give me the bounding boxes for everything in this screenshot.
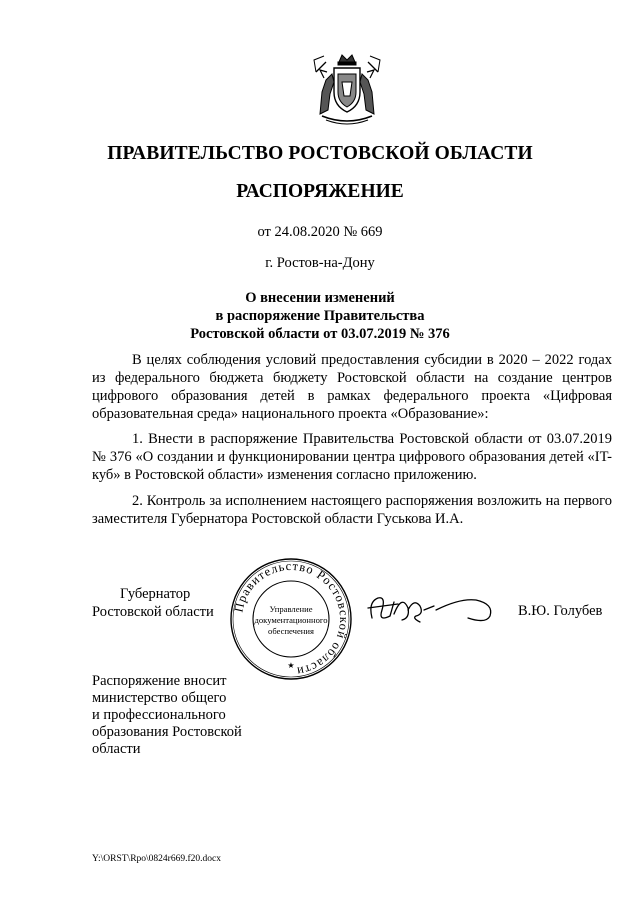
document-date-number: от 24.08.2020 № 669 [257,224,383,240]
stamp-inner-line: обеспечения [268,626,314,636]
document-subject [0,289,640,343]
official-stamp [228,556,354,682]
submitter-line: образования Ростовской [92,724,242,740]
order-item-1-text: 1. Внести в распоряжение Правительства Ростовской области от 03.07.2019 № 376 «О создании и функционировании центра цифрового образования детей «IT-куб» в Ростовской области» изменения согласно приложению. [92,431,612,483]
position-line: Ростовской области [92,604,214,620]
order-item-2 [92,492,612,528]
submitter-line: области [92,741,141,757]
preamble-text: В целях соблюдения условий предоставления субсидии в 2020 – 2022 годах из федерального бюджета бюджету Ростовской области на создание центров цифрового образования детей в рамках федерального проекта «Цифровая образовательная среда» национального проекта «Образование»: [92,352,612,422]
order-item-1 [92,430,612,484]
document-city: г. Ростов-на-Дону [265,255,375,271]
stamp-star-icon: ★ [287,661,295,670]
order-item-2-text: 2. Контроль за исполнением настоящего распоряжения возложить на первого заместителя Губернатора Ростовской области Гуськова И.А. [92,493,612,527]
submitter-line: министерство общего [92,690,227,706]
subject-line: Ростовской области от 03.07.2019 № 376 [190,326,450,342]
submitter-note [92,673,272,758]
document-type: РАСПОРЯЖЕНИЕ [236,181,404,202]
org-title: ПРАВИТЕЛЬСТВО РОСТОВСКОЙ ОБЛАСТИ [107,143,533,164]
submitter-line: Распоряжение вносит [92,673,227,689]
position-line: Губернатор [120,586,191,602]
subject-line: в распоряжение Правительства [215,308,425,324]
file-path-footer: Y:\ORST\Rpo\0824r669.f20.docx [92,854,221,864]
preamble-paragraph [92,351,612,423]
handwritten-signature [364,588,498,632]
signatory-name: В.Ю. Голубев [518,603,603,619]
stamp-outer-text: Правительство Ростовской области [231,558,352,679]
submitter-line: и профессионального [92,707,226,723]
signatory-position [92,585,232,621]
stamp-inner-line: Управление [269,604,313,614]
stamp-inner-line: документационного [254,615,328,625]
subject-line: О внесении изменений [245,290,395,306]
coat-of-arms-icon [312,52,382,126]
